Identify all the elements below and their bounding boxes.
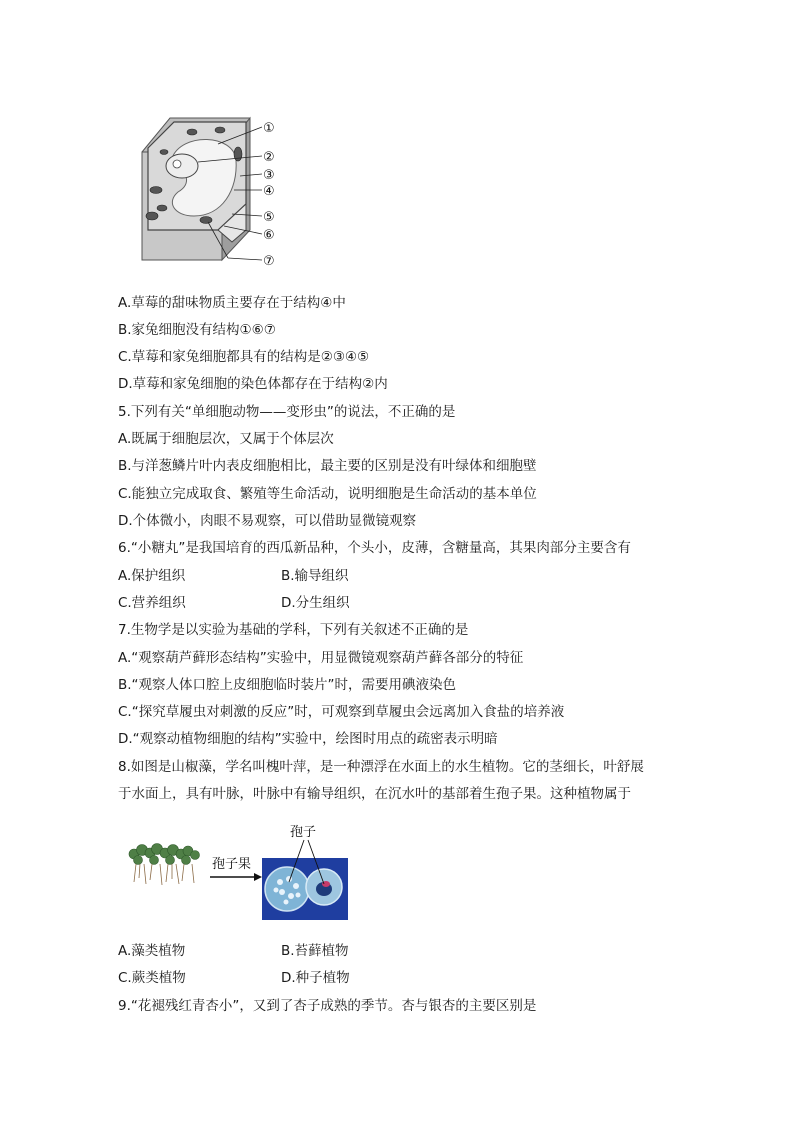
q4-option-c: C.草莓和家兔细胞都具有的结构是②③④⑤ [118,349,370,365]
q8-option-c: C.蕨类植物 [118,970,186,986]
q7-option-a: A.“观察葫芦藓形态结构”实验中，用显微镜观察葫芦藓各部分的特征 [118,650,524,666]
plant-cell-diagram [122,112,292,272]
q4-option-d: D.草莓和家兔细胞的染色体都存在于结构②内 [118,376,388,392]
q7-option-c: C.“探究草履虫对刺激的反应”时，可观察到草履虫会远离加入食盐的培养液 [118,704,565,720]
q4-option-b: B.家兔细胞没有结构①⑥⑦ [118,322,276,338]
marker-5: ⑤ [263,210,275,225]
marker-7: ⑦ [263,254,275,269]
q6-option-d: D.分生组织 [281,595,350,611]
marker-1: ① [263,121,275,136]
q5-option-a: A.既属于细胞层次，又属于个体层次 [118,431,334,447]
q4-option-a: A.草莓的甜味物质主要存在于结构④中 [118,295,346,311]
q5-option-b: B.与洋葱鳞片叶内表皮细胞相比，最主要的区别是没有叶绿体和细胞壁 [118,458,537,474]
q8-option-a: A.藻类植物 [118,943,186,959]
q5-option-c: C.能独立完成取食、繁殖等生命活动，说明细胞是生命活动的基本单位 [118,486,537,502]
q6-option-c: C.营养组织 [118,595,186,611]
marker-6: ⑥ [263,228,275,243]
q5-option-d: D.个体微小，肉眼不易观察，可以借助显微镜观察 [118,513,417,529]
q8-option-d: D.种子植物 [281,970,350,986]
q8-stem-line-2: 于水面上，具有叶脉，叶脉中有输导组织，在沉水叶的基部着生孢子果。这种植物属于 [118,786,631,802]
q5-stem: 5.下列有关“单细胞动物——变形虫”的说法，不正确的是 [118,404,456,420]
marker-2: ② [263,150,275,165]
q6-stem: 6.“小糖丸”是我国培育的西瓜新品种，个头小，皮薄，含糖量高，其果肉部分主要含有 [118,540,631,556]
q8-option-b: B.苔藓植物 [281,943,349,959]
q7-option-d: D.“观察动植物细胞的结构”实验中，绘图时用点的疏密表示明暗 [118,731,498,747]
q7-option-b: B.“观察人体口腔上皮细胞临时装片”时，需要用碘液染色 [118,677,457,693]
q7-stem: 7.生物学是以实验为基础的学科，下列有关叙述不正确的是 [118,622,469,638]
marker-3: ③ [263,168,275,183]
q6-option-b: B.输导组织 [281,568,349,584]
q6-option-a: A.保护组织 [118,568,186,584]
marker-4: ④ [263,184,275,199]
label-sporocarp: 孢子果 [212,857,252,872]
label-spore: 孢子 [290,825,317,840]
q9-stem: 9.“花褪残红青杏小”，又到了杏子成熟的季节。杏与银杏的主要区别是 [118,998,537,1014]
q8-stem-line-1: 8.如图是山椒藻，学名叫槐叶萍，是一种漂浮在水面上的水生植物。它的茎细长，叶舒展 [118,759,644,775]
salvinia-diagram [124,822,354,922]
plant-illustration [129,844,200,886]
